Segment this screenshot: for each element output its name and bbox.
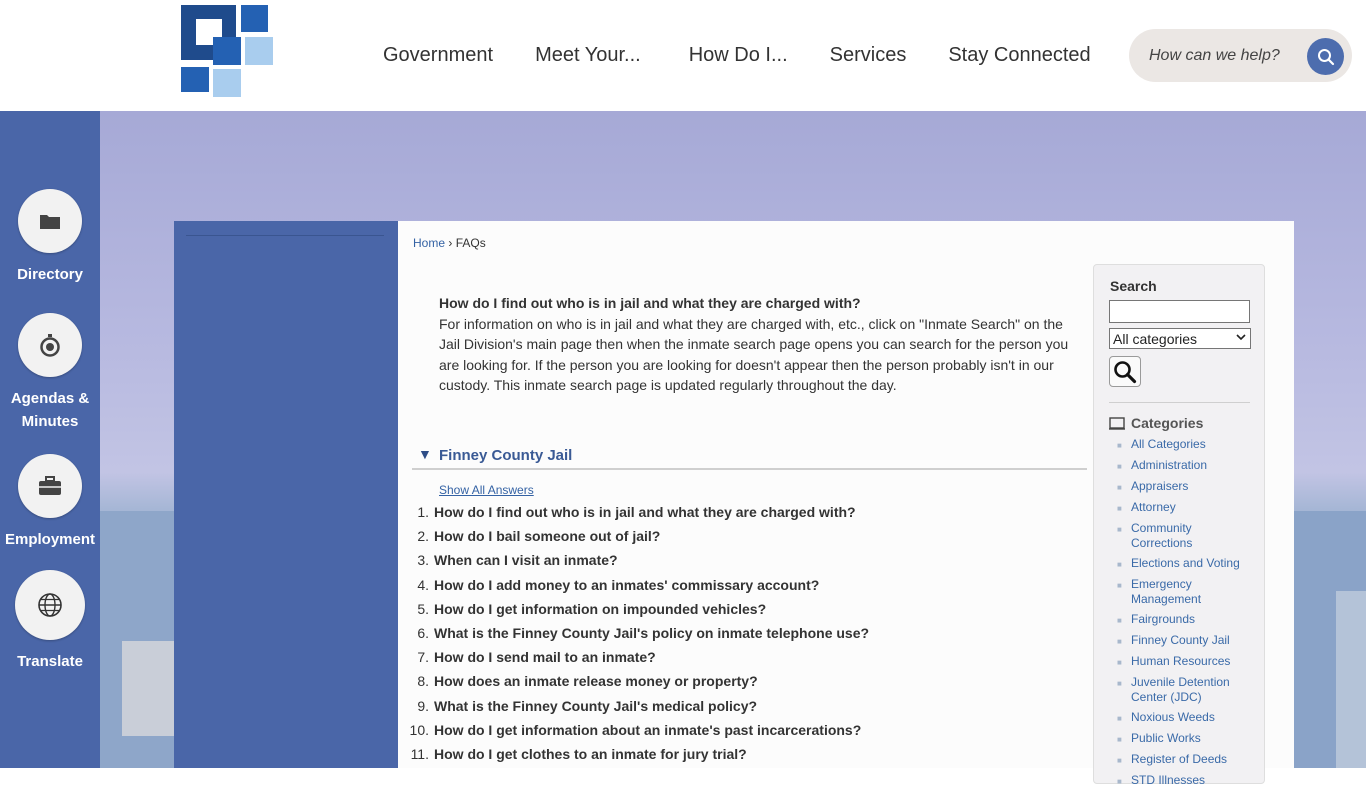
faq-search-label: Search <box>1110 278 1157 294</box>
faq-sidebar <box>1093 264 1265 787</box>
breadcrumb <box>413 236 486 250</box>
directory-icon-circle <box>18 189 82 253</box>
faq-question-item <box>398 722 1088 746</box>
bullet-icon: ■ <box>1117 714 1122 723</box>
faq-question-number: 5. <box>417 600 429 617</box>
faq-question-number: 10. <box>409 721 429 738</box>
category-link[interactable] <box>1117 710 1257 726</box>
quick-link-label: Translate <box>17 653 83 670</box>
faq-question-item <box>398 625 1088 649</box>
faq-question-number: 6. <box>417 624 429 641</box>
site-search <box>1129 29 1352 82</box>
faq-question-link[interactable]: What is the Finney County Jail's policy on inmate telephone use? <box>434 624 870 641</box>
bullet-icon: ■ <box>1117 581 1122 590</box>
faq-question-link[interactable]: How do I bail someone out of jail? <box>434 528 661 545</box>
main-nav <box>362 40 1112 72</box>
faq-question-number: 9. <box>417 697 429 714</box>
secondary-nav-panel <box>174 221 398 768</box>
category-link[interactable] <box>1117 773 1257 789</box>
faq-question-link[interactable]: How do I get information on impounded vehicles? <box>434 600 767 617</box>
quick-links-bar <box>0 111 100 768</box>
category-link-label: Elections and Voting <box>1131 556 1240 570</box>
breadcrumb-separator: › <box>448 236 453 250</box>
briefcase-icon <box>38 476 62 496</box>
category-link[interactable] <box>1117 500 1257 516</box>
faq-question-number: 8. <box>417 673 429 690</box>
quick-link-label: Agendas & Minutes <box>10 390 90 430</box>
show-all-answers-link[interactable]: Show All Answers <box>439 483 534 497</box>
bullet-icon: ■ <box>1117 560 1122 569</box>
faq-page <box>398 221 1294 787</box>
faq-answer-body: For information on who is in jail and what they are charged with, etc., click on "Inmate Search" on the Jail Division's main page then when the inmate search page opens you can search for the person you are looking for. If the person you are looking for doesn't appear then the person probably isn't in our custody. This inmate search page is updated regularly throughout the day. <box>439 315 1069 393</box>
category-link-label: Appraisers <box>1131 479 1189 493</box>
quick-link-employment[interactable] <box>0 454 100 551</box>
faq-category-header[interactable] <box>412 446 1087 470</box>
category-link-label: All Categories <box>1131 437 1206 451</box>
faq-question-item <box>398 698 1088 722</box>
nav-meet-your[interactable]: Meet Your... <box>535 44 641 66</box>
category-link-label: Human Resources <box>1131 654 1231 668</box>
stopwatch-icon <box>38 333 62 357</box>
bullet-icon: ■ <box>1117 462 1122 471</box>
quick-link-label: Employment <box>4 531 95 548</box>
building-column <box>1336 591 1366 768</box>
faq-question-number: 3. <box>417 552 429 569</box>
bullet-icon: ■ <box>1117 441 1122 450</box>
agendas-icon-circle <box>18 313 82 377</box>
magnifier-icon <box>1113 360 1137 384</box>
site-header <box>0 0 1366 111</box>
faq-question-item <box>398 673 1088 697</box>
bullet-icon: ■ <box>1117 483 1122 492</box>
folder-icon <box>39 212 61 230</box>
category-link-label: Juvenile Detention Center (JDC) <box>1131 675 1230 704</box>
category-link-label: Administration <box>1131 458 1208 472</box>
faq-question-item <box>398 649 1088 673</box>
faq-question-number: 7. <box>417 649 429 666</box>
category-link-label: STD Illnesses <box>1131 773 1206 787</box>
bullet-icon: ■ <box>1117 735 1122 744</box>
faq-question-link[interactable]: How do I add money to an inmates' commissary account? <box>434 576 820 593</box>
logo-square <box>241 5 268 32</box>
faq-question-link[interactable]: How do I find out who is in jail and what they are charged with? <box>434 504 856 520</box>
category-link[interactable] <box>1117 458 1257 474</box>
categories-title: Categories <box>1131 415 1204 431</box>
faq-search-input[interactable] <box>1109 300 1250 323</box>
category-link-label: Community Corrections <box>1131 521 1193 550</box>
logo-square <box>213 37 241 65</box>
sidebar-divider <box>1109 402 1250 403</box>
faq-question-number: 11. <box>410 745 429 762</box>
breadcrumb-current: FAQs <box>455 236 486 250</box>
category-link[interactable] <box>1117 437 1257 453</box>
globe-icon <box>37 592 63 618</box>
faq-question-list <box>398 504 1088 770</box>
quick-link-translate[interactable] <box>0 570 100 673</box>
chevron-down-icon <box>1236 332 1246 345</box>
site-search-button[interactable] <box>1307 38 1344 75</box>
faq-question-link[interactable]: How do I get information about an inmate's past incarcerations? <box>434 721 862 738</box>
category-link[interactable] <box>1117 731 1257 747</box>
bullet-icon: ■ <box>1117 504 1122 513</box>
bullet-icon: ■ <box>1117 679 1122 688</box>
faq-category-select-value: All categories <box>1113 330 1198 347</box>
faq-question-item <box>398 504 1088 528</box>
nav-how-do-i[interactable]: How Do I... <box>688 44 788 66</box>
category-link[interactable] <box>1117 577 1257 607</box>
category-link-label: Public Works <box>1131 731 1201 745</box>
faq-category-title: Finney County Jail <box>439 447 573 464</box>
faq-category-select[interactable] <box>1109 328 1251 349</box>
logo-square <box>213 69 241 97</box>
county-logo[interactable] <box>181 5 274 98</box>
bullet-icon: ■ <box>1117 756 1122 765</box>
faq-question-item <box>398 601 1088 625</box>
category-link[interactable] <box>1117 633 1257 649</box>
faq-question-link[interactable]: How do I get clothes to an inmate for jury trial? <box>434 745 747 762</box>
site-search-input[interactable] <box>1149 44 1309 68</box>
faq-search-button[interactable] <box>1109 356 1141 387</box>
nav-stay-connected[interactable]: Stay Connected <box>948 44 1091 66</box>
panel-divider <box>186 235 384 236</box>
faq-question-item <box>398 528 1088 552</box>
category-link-label: Register of Deeds <box>1131 752 1228 766</box>
nav-government[interactable]: Government <box>383 44 494 66</box>
category-link[interactable] <box>1117 752 1257 768</box>
category-link[interactable] <box>1117 612 1257 628</box>
faq-question-link[interactable]: How does an inmate release money or property? <box>434 673 758 690</box>
quick-link-label: Directory <box>17 266 83 283</box>
category-link-label: Fairgrounds <box>1131 612 1196 626</box>
employment-icon-circle <box>18 454 82 518</box>
translate-icon-circle <box>15 570 85 640</box>
category-link[interactable] <box>1117 556 1257 572</box>
bullet-icon: ■ <box>1117 658 1122 667</box>
category-link[interactable] <box>1117 479 1257 495</box>
faq-question-link[interactable]: What is the Finney County Jail's medical policy? <box>434 697 758 714</box>
faq-question-number: 4. <box>417 576 429 593</box>
bullet-icon: ■ <box>1117 616 1122 625</box>
category-link[interactable] <box>1117 521 1257 551</box>
quick-link-agendas[interactable] <box>0 313 100 433</box>
faq-question-item <box>398 746 1088 770</box>
category-link-label: Finney County Jail <box>1131 633 1230 647</box>
category-link[interactable] <box>1117 675 1257 705</box>
faq-question-item <box>398 552 1088 576</box>
category-link-label: Emergency Management <box>1131 577 1202 606</box>
logo-square <box>181 67 209 92</box>
faq-answer-question: How do I find out who is in jail and what they are charged with? <box>439 295 861 311</box>
triangle-down-icon: ▼ <box>418 446 432 462</box>
faq-question-number: 1. <box>417 504 429 520</box>
faq-question-item <box>398 577 1088 601</box>
faq-question-link[interactable]: When can I visit an inmate? <box>434 552 618 569</box>
book-icon <box>1109 417 1125 430</box>
bullet-icon: ■ <box>1117 637 1122 646</box>
category-link-label: Attorney <box>1131 500 1176 514</box>
faq-question-number: 2. <box>417 528 429 545</box>
categories-heading <box>1109 415 1203 431</box>
bullet-icon: ■ <box>1117 525 1122 534</box>
main-content <box>398 221 1294 787</box>
search-icon <box>1317 48 1335 66</box>
category-link[interactable] <box>1117 654 1257 670</box>
faq-question-link[interactable]: How do I send mail to an inmate? <box>434 649 656 666</box>
quick-link-directory[interactable] <box>0 189 100 286</box>
building-window <box>122 641 174 736</box>
nav-services[interactable]: Services <box>829 44 907 66</box>
breadcrumb-home-link[interactable]: Home <box>413 236 446 250</box>
logo-square <box>245 37 273 65</box>
category-list <box>1117 437 1257 794</box>
category-link-label: Noxious Weeds <box>1131 710 1215 724</box>
faq-answer <box>439 293 1084 396</box>
bullet-icon: ■ <box>1117 777 1122 786</box>
